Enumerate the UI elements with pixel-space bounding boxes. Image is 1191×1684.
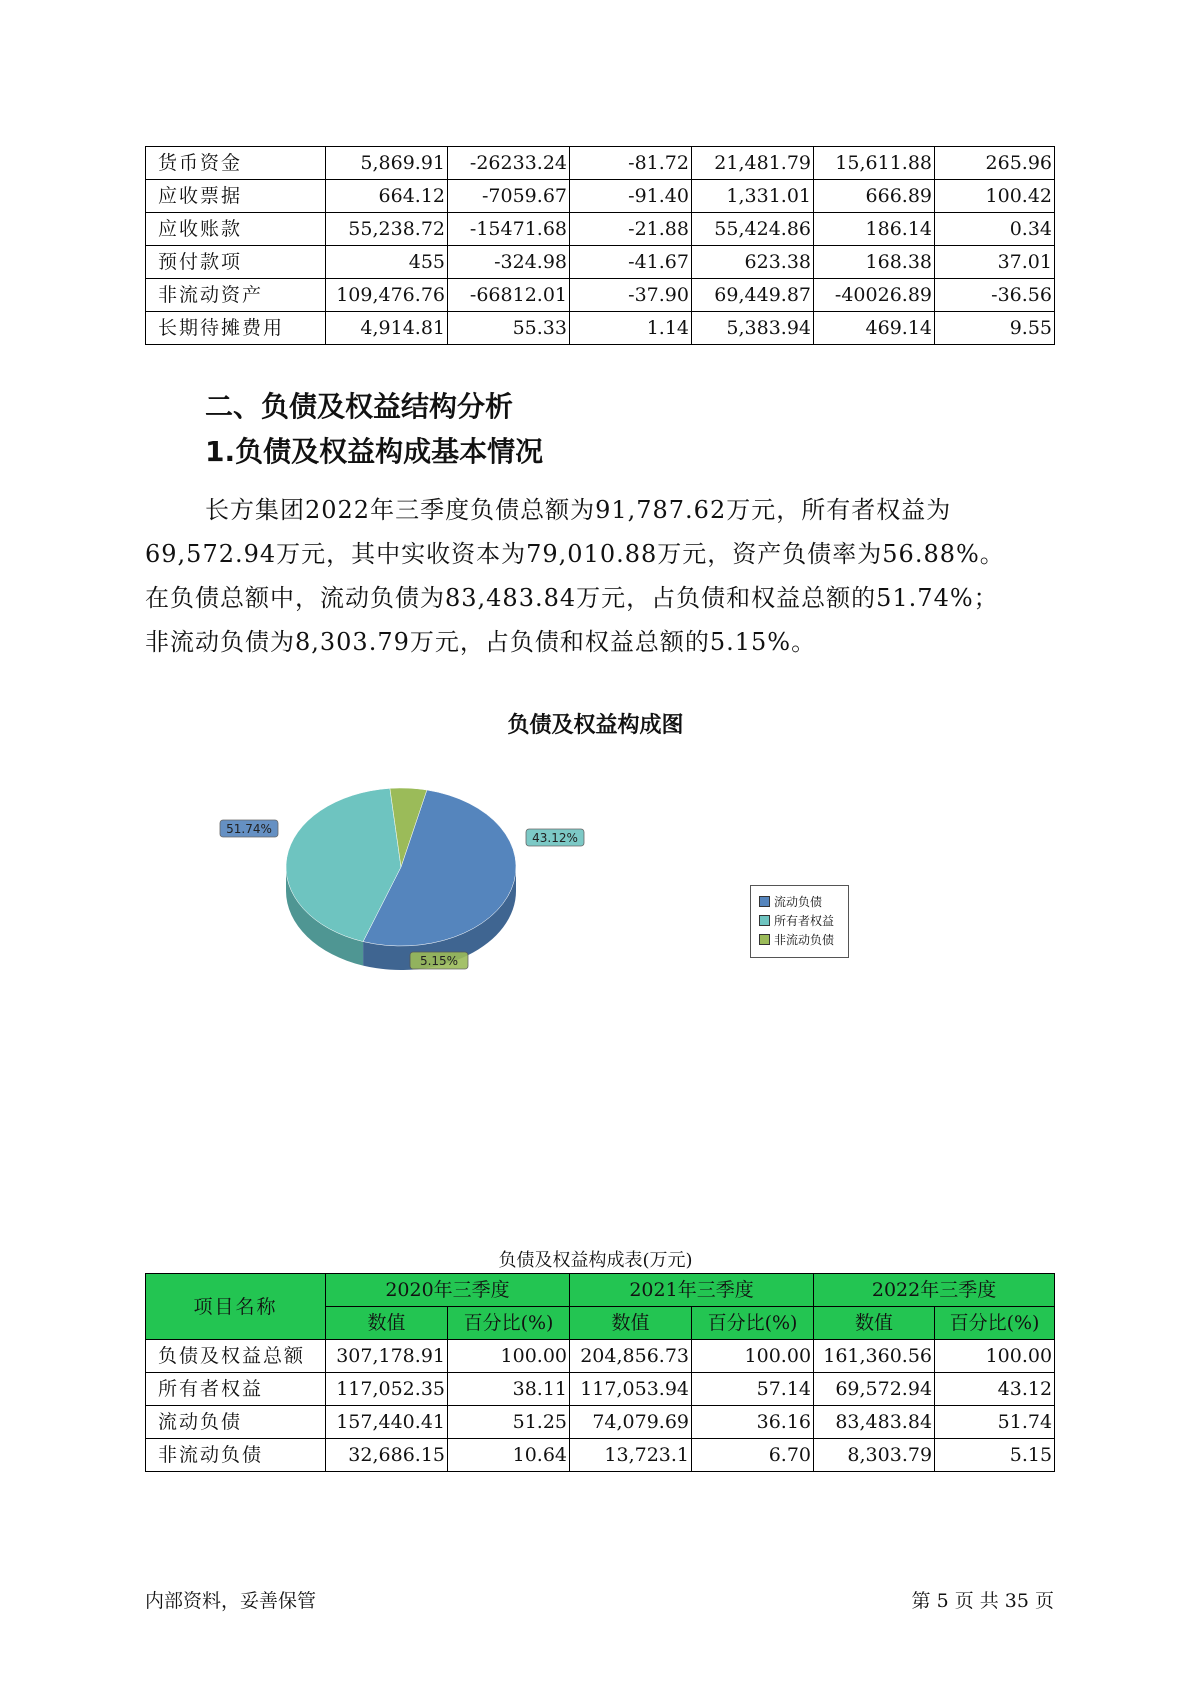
cell-value: 57.14 xyxy=(692,1373,814,1406)
cell-value: 9.55 xyxy=(935,312,1055,345)
page-number: 第 5 页 共 35 页 xyxy=(911,1590,1054,1612)
cell-value: 5,383.94 xyxy=(692,312,814,345)
header-year: 2021年三季度 xyxy=(570,1274,814,1307)
cell-value: 307,178.91 xyxy=(326,1340,448,1373)
cell-value: -66812.01 xyxy=(448,279,570,312)
data-label-text: 5.15% xyxy=(419,954,459,968)
cell-value: -21.88 xyxy=(570,213,692,246)
cell-value: -81.72 xyxy=(570,147,692,180)
table-row xyxy=(146,1373,1055,1406)
cell-value: 664.12 xyxy=(326,180,448,213)
legend-item xyxy=(759,930,848,949)
cell-value: 69,449.87 xyxy=(692,279,814,312)
cell-value: 168.38 xyxy=(814,246,935,279)
paragraph-line: 在负债总额中，流动负债为83,483.84万元，占负债和权益总额的51.74%； xyxy=(145,584,999,612)
cell-value: 55.33 xyxy=(448,312,570,345)
cell-value: 55,424.86 xyxy=(692,213,814,246)
header-year: 2020年三季度 xyxy=(326,1274,570,1307)
header-pct: 百分比(%) xyxy=(448,1307,570,1340)
cell-value: -7059.67 xyxy=(448,180,570,213)
row-label: 流动负债 xyxy=(146,1406,326,1439)
row-label: 非流动负债 xyxy=(146,1439,326,1472)
cell-value: 36.16 xyxy=(692,1406,814,1439)
cell-value: 469.14 xyxy=(814,312,935,345)
cell-value: 100.42 xyxy=(935,180,1055,213)
cell-value: 1.14 xyxy=(570,312,692,345)
legend-item xyxy=(759,911,848,930)
footer-note: 内部资料，妥善保管 xyxy=(145,1590,317,1612)
cell-value: 38.11 xyxy=(448,1373,570,1406)
cell-value: -37.90 xyxy=(570,279,692,312)
cell-value: 204,856.73 xyxy=(570,1340,692,1373)
data-label xyxy=(526,829,584,846)
cell-value: -324.98 xyxy=(448,246,570,279)
cell-value: 10.64 xyxy=(448,1439,570,1472)
cell-value: 100.00 xyxy=(935,1340,1055,1373)
header-item-name: 项目名称 xyxy=(146,1274,326,1340)
chart-title: 负债及权益构成图 xyxy=(507,713,684,738)
data-label xyxy=(220,820,278,837)
cell-value: -26233.24 xyxy=(448,147,570,180)
table-caption: 负债及权益构成表(万元) xyxy=(498,1250,693,1271)
cell-value: 100.00 xyxy=(692,1340,814,1373)
legend-swatch xyxy=(759,896,770,907)
paragraph-line: 长方集团2022年三季度负债总额为91,787.62万元，所有者权益为 xyxy=(205,496,952,524)
cell-value: 623.38 xyxy=(692,246,814,279)
cell-value: 21,481.79 xyxy=(692,147,814,180)
row-label: 预付款项 xyxy=(146,246,326,279)
cell-value: 74,079.69 xyxy=(570,1406,692,1439)
data-label-text: 51.74% xyxy=(226,822,272,836)
cell-value: 1,331.01 xyxy=(692,180,814,213)
cell-value: 186.14 xyxy=(814,213,935,246)
cell-value: -15471.68 xyxy=(448,213,570,246)
cell-value: 43.12 xyxy=(935,1373,1055,1406)
data-label-text: 43.12% xyxy=(532,831,578,845)
cell-value: 100.00 xyxy=(448,1340,570,1373)
cell-value: 51.25 xyxy=(448,1406,570,1439)
cell-value: 455 xyxy=(326,246,448,279)
header-value: 数值 xyxy=(326,1307,448,1340)
data-label xyxy=(410,952,468,969)
cell-value: 5.15 xyxy=(935,1439,1055,1472)
legend-item xyxy=(759,892,848,911)
cell-value: 157,440.41 xyxy=(326,1406,448,1439)
header-year: 2022年三季度 xyxy=(814,1274,1055,1307)
cell-value: 5,869.91 xyxy=(326,147,448,180)
cell-value: 13,723.1 xyxy=(570,1439,692,1472)
legend-label: 所有者权益 xyxy=(774,914,835,928)
header-value: 数值 xyxy=(570,1307,692,1340)
legend-label: 流动负债 xyxy=(774,895,823,909)
row-label: 非流动资产 xyxy=(146,279,326,312)
legend-swatch xyxy=(759,934,770,945)
cell-value: 15,611.88 xyxy=(814,147,935,180)
table-row xyxy=(146,1406,1055,1439)
table-row xyxy=(146,1439,1055,1472)
row-label: 所有者权益 xyxy=(146,1373,326,1406)
legend-label: 非流动负债 xyxy=(774,933,835,947)
cell-value: 6.70 xyxy=(692,1439,814,1472)
row-label: 应收票据 xyxy=(146,180,326,213)
cell-value: 51.74 xyxy=(935,1406,1055,1439)
cell-value: -40026.89 xyxy=(814,279,935,312)
cell-value: 0.34 xyxy=(935,213,1055,246)
cell-value: 37.01 xyxy=(935,246,1055,279)
cell-value: 4,914.81 xyxy=(326,312,448,345)
table-row xyxy=(146,1340,1055,1373)
liability-equity-table xyxy=(145,1273,1055,1472)
row-label: 负债及权益总额 xyxy=(146,1340,326,1373)
section-heading: 二、负债及权益结构分析 xyxy=(205,390,514,423)
cell-value: 117,052.35 xyxy=(326,1373,448,1406)
paragraph-line: 非流动负债为8,303.79万元，占负债和权益总额的5.15%。 xyxy=(145,628,817,656)
row-label: 货币资金 xyxy=(146,147,326,180)
cell-value: -36.56 xyxy=(935,279,1055,312)
row-label: 长期待摊费用 xyxy=(146,312,326,345)
sub-heading: 1.负债及权益构成基本情况 xyxy=(205,435,544,468)
row-label: 应收账款 xyxy=(146,213,326,246)
cell-value: 117,053.94 xyxy=(570,1373,692,1406)
paragraph-line: 69,572.94万元，其中实收资本为79,010.88万元，资产负债率为56.88%。 xyxy=(145,540,1005,568)
chart-legend xyxy=(750,885,849,958)
header-value: 数值 xyxy=(814,1307,935,1340)
header-pct: 百分比(%) xyxy=(692,1307,814,1340)
cell-value: 8,303.79 xyxy=(814,1439,935,1472)
cell-value: 109,476.76 xyxy=(326,279,448,312)
cell-value: 265.96 xyxy=(935,147,1055,180)
cell-value: 69,572.94 xyxy=(814,1373,935,1406)
cell-value: 666.89 xyxy=(814,180,935,213)
cell-value: -91.40 xyxy=(570,180,692,213)
cell-value: 32,686.15 xyxy=(326,1439,448,1472)
header-pct: 百分比(%) xyxy=(935,1307,1055,1340)
cell-value: -41.67 xyxy=(570,246,692,279)
legend-swatch xyxy=(759,915,770,926)
cell-value: 55,238.72 xyxy=(326,213,448,246)
cell-value: 83,483.84 xyxy=(814,1406,935,1439)
cell-value: 161,360.56 xyxy=(814,1340,935,1373)
